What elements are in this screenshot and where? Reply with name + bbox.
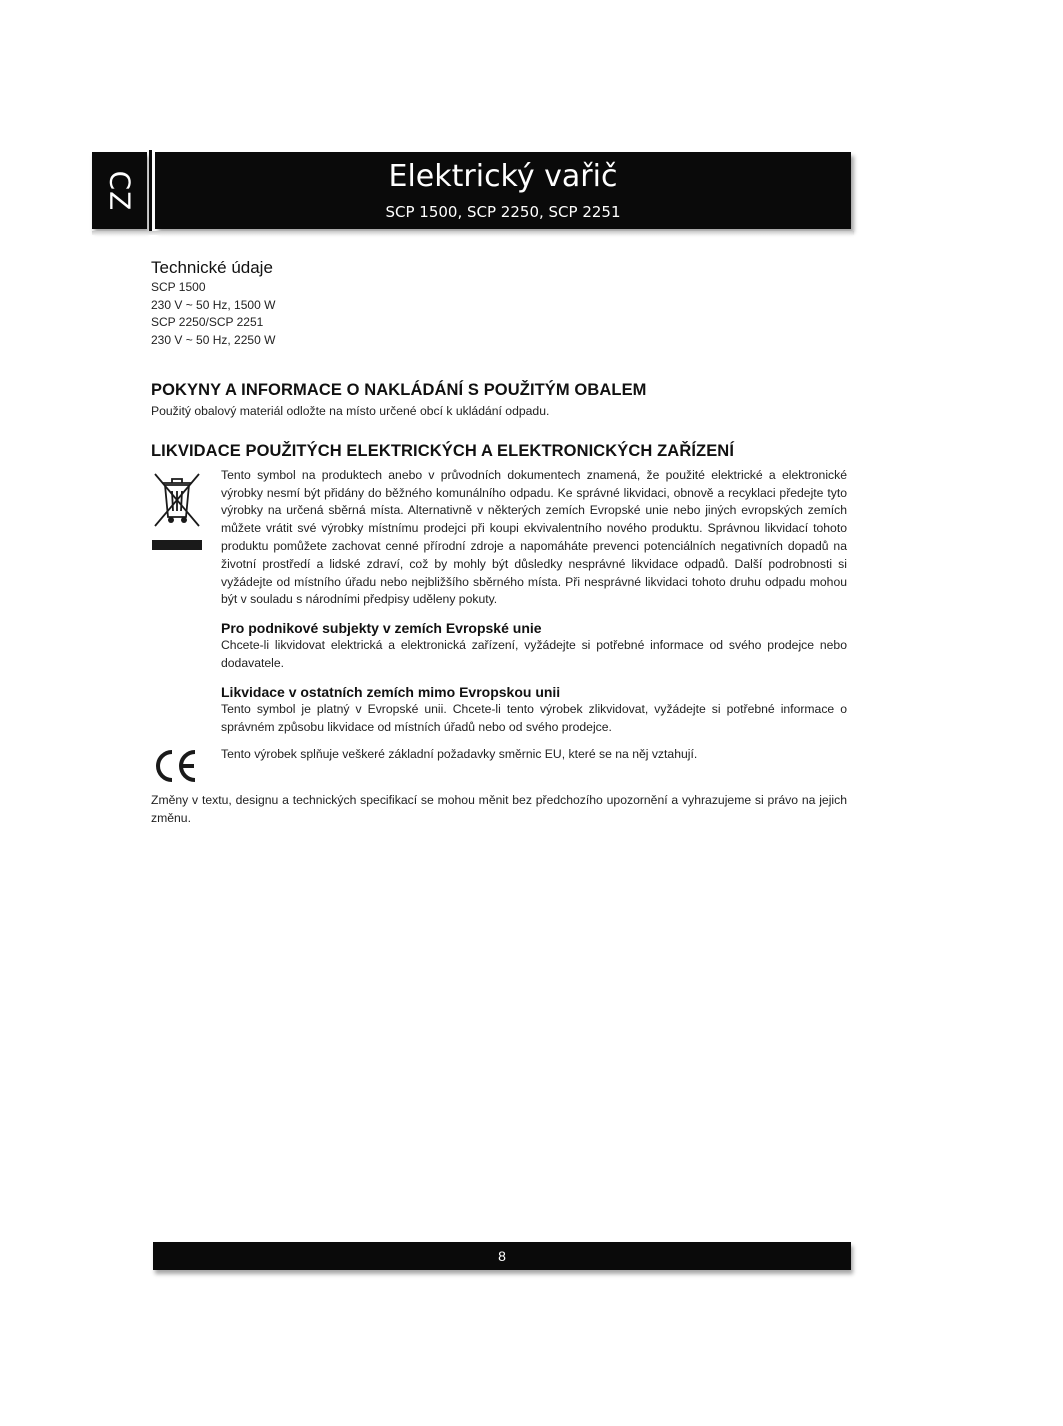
other-countries-heading: Likvidace v ostatních zemích mimo Evropskou unii bbox=[221, 683, 561, 700]
disposal-body bbox=[221, 467, 847, 737]
ce-mark-icon bbox=[151, 748, 201, 784]
weee-crossed-bin-icon bbox=[151, 471, 203, 553]
main-content bbox=[151, 257, 847, 828]
disposal-row bbox=[151, 467, 847, 737]
spec-line: SCP 1500 bbox=[151, 280, 206, 294]
other-countries-text: Tento symbol je platný v Evropské unii. Chcete-li tento výrobek zlikvidovat, vyžádejte si potřebné informace o správném způsobu likvidace od místních úřadů nebo od svého prodejce. bbox=[221, 701, 847, 734]
disposal-section bbox=[151, 442, 847, 737]
disposal-text: Tento symbol na produktech anebo v průvodních dokumentech znamená, že použité elektrické a elektronické výrobky nesmí být přidány do běžného komunálního odpadu. Ke správné likvidaci, obnově a recyklaci předejte tyto výrobky na určená sběrná místa. Alternativně v některých zemích Evropské unie nebo jiných evropských zemích můžete vrátit své výrobky místnímu prodejci při koupi ekvivalentního nového produktu. Správnou likvidací tohoto produktu pomůžete zachovat cenné přírodní zdroje a napomáháte prevenci potenciálních negativních dopadů na životní prostředí a lidské zdraví, což by mohly být důsledky nesprávné likvidace odpadů. Další podrobnosti si vyžádejte od místního úřadu nebo nejbližšího sběrného místa. Při nesprávné likvidaci tohoto druhu odpadu mohou být v souladu s národními předpisy uděleny pokuty. bbox=[221, 467, 847, 607]
page-number: 8 bbox=[498, 1248, 506, 1264]
spec-line: 230 V ~ 50 Hz, 2250 W bbox=[151, 332, 276, 347]
tab-divider bbox=[149, 150, 152, 232]
header-band bbox=[155, 152, 851, 229]
spec-line: 230 V ~ 50 Hz, 1500 W bbox=[151, 297, 276, 312]
language-tab bbox=[92, 152, 147, 229]
page-title: Elektrický vařič bbox=[388, 159, 618, 194]
disposal-heading: LIKVIDACE POUŽITÝCH ELEKTRICKÝCH A ELEKTRONICKÝCH ZAŘÍZENÍ bbox=[151, 441, 735, 460]
model-subtitle: SCP 1500, SCP 2250, SCP 2251 bbox=[385, 203, 621, 221]
specs-heading: Technické údaje bbox=[151, 258, 273, 277]
packaging-section bbox=[151, 381, 847, 421]
packaging-text: Použitý obalový materiál odložte na místo určené obcí k ukládání odpadu. bbox=[151, 404, 550, 418]
specs-section bbox=[151, 257, 847, 349]
ce-text: Tento výrobek splňuje veškeré základní požadavky směrnic EU, které se na něj vztahují. bbox=[221, 747, 698, 762]
page-footer bbox=[153, 1242, 851, 1270]
header-shadow bbox=[92, 231, 854, 235]
language-code: CZ bbox=[103, 170, 136, 211]
change-notice: Změny v textu, designu a technických specifikací se mohou měnit bez předchozího upozornění a vyhrazujeme si právo na jejich změnu. bbox=[151, 793, 847, 826]
packaging-heading: POKYNY A INFORMACE O NAKLÁDÁNÍ S POUŽITÝM OBALEM bbox=[151, 381, 647, 399]
business-heading: Pro podnikové subjekty v zemích Evropské unie bbox=[221, 620, 542, 637]
ce-row bbox=[151, 746, 847, 788]
business-text: Chcete-li likvidovat elektrická a elektronická zařízení, vyžádejte si potřebné informace od svého prodejce nebo dodavatele. bbox=[221, 638, 847, 670]
spec-line: SCP 2250/SCP 2251 bbox=[151, 315, 264, 329]
